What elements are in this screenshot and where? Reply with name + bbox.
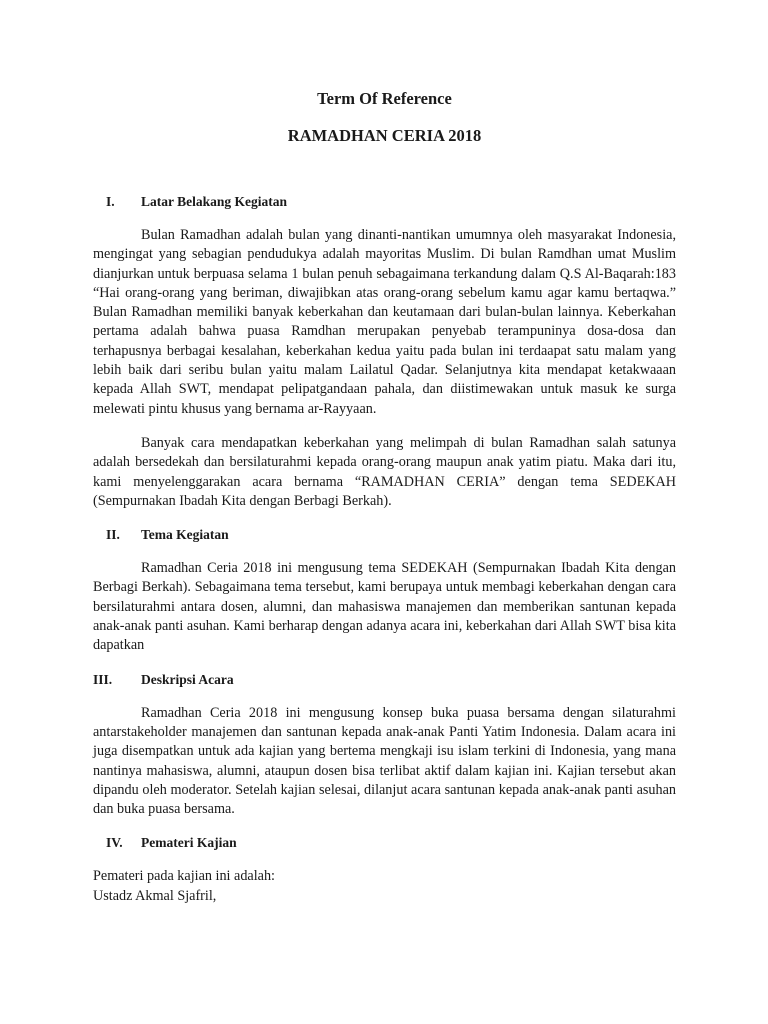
section-3-paragraph-1: Ramadhan Ceria 2018 ini mengusung konsep buka puasa bersama dengan silaturahmi antarstakeholder manajemen dan santunan kepada anak-anak Panti Yatim Indonesia. Dalam acara ini juga disempatkan untuk ada kajian yang bertema mengkaji isu islam terkini di Indonesia, yang mana nantinya mahasiswa, alumni, ataupun dosen bisa terlibat aktif dalam kajian ini. Kajian tersebut akan dipandu oleh moderator. Setelah kajian selesai, dilanjut acara santunan kepada anak-anak panti asuhan dan buka puasa bersama.	[93, 704, 676, 818]
section-title: Pemateri Kajian	[141, 835, 237, 851]
document-content	[93, 88, 676, 906]
section-heading-2	[93, 526, 676, 544]
section-title: Latar Belakang Kegiatan	[141, 194, 288, 209]
section-title: Deskripsi Acara	[141, 671, 234, 687]
section-heading-4	[93, 834, 676, 852]
section-number: III.	[93, 671, 113, 687]
section-title: Tema Kegiatan	[141, 527, 229, 543]
section-heading-3	[93, 671, 676, 689]
document-subtitle: RAMADHAN CERIA 2018	[287, 126, 482, 145]
section-number: II.	[106, 527, 120, 543]
section-2-paragraph-1: Ramadhan Ceria 2018 ini mengusung tema SEDEKAH (Sempurnakan Ibadah Kita dengan Berbagi Berkah). Sebagaimana tema tersebut, kami berupaya untuk membagi keberkahan dengan cara bersilaturahmi antara dosen, alumni, dan mahasiswa manajemen dan memberikan santunan kepada anak-anak panti asuhan. Kami berharap dengan adanya acara ini, keberkahan dari Allah SWT bisa kita dapatkan	[93, 560, 676, 654]
document-title: Term Of Reference	[317, 89, 452, 108]
section-1-paragraph-1: Bulan Ramadhan adalah bulan yang dinanti-nantikan umumnya oleh masyarakat Indonesia, mengingat yang sebagian pendudukya adalah mayoritas Muslim. Di bulan Ramdhan umat Muslim dianjurkan untuk berpuasa selama 1 bulan penuh sebagaimana terkandung dalam Q.S Al-Baqarah:183 “Hai orang-orang yang beriman, diwajibkan atas orang-orang sebelum kamu agar kamu bertaqwa.” Bulan Ramadhan memiliki banyak keberkahan dan keutamaan dari bulan-bulan lainnya. Keberkahan pertama adalah bahwa puasa Ramdhan merupakan penyebab terampuninya dosa-dosa dan terhapusnya berbagai kesalahan, keberkahan kedua yaitu pada bulan ini terdaapat satu malam yang lebih baik dari seribu bulan yaitu malam Lailatul Qadar. Selanjutnya kita mendapat ketakwaaan kepada Allah SWT, mendapat pelipatgandaan pahala, dan diistimewakan untuk masuk ke surga melewati pintu khusus yang bernama ar-Rayyaan.	[93, 227, 676, 417]
section-4-line-1: Pemateri pada kajian ini adalah:	[93, 868, 275, 885]
section-heading-1	[93, 193, 676, 211]
section-4-line-2: Ustadz Akmal Sjafril,	[93, 887, 217, 904]
section-number: I.	[106, 194, 115, 209]
section-1-paragraph-2: Banyak cara mendapatkan keberkahan yang melimpah di bulan Ramadhan salah satunya adalah bersedekah dan bersilaturahmi kepada orang-orang maupun anak yatim piatu. Maka dari itu, kami menyelenggarakan acara bernama “RAMADHAN CERIA” dengan tema SEDEKAH (Sempurnakan Ibadah Kita dengan Berbagi Berkah).	[93, 434, 676, 509]
section-number: IV.	[106, 835, 123, 851]
